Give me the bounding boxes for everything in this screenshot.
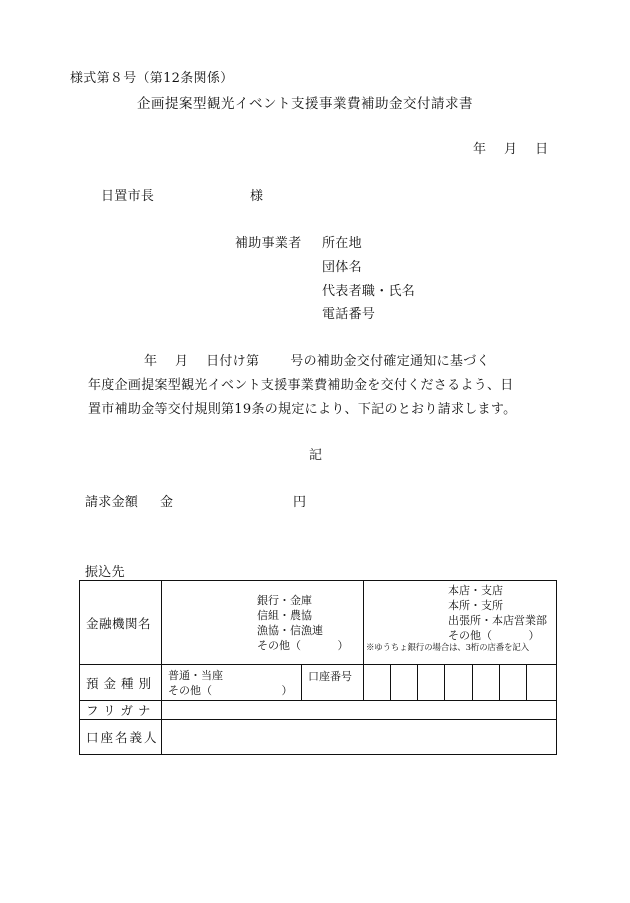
bank-type-option: その他（ ）: [257, 638, 349, 652]
bank-type-option: 漁協・信漁連: [257, 623, 323, 637]
bank-type-option: 信組・農協: [257, 608, 312, 622]
document-title: 企画提案型観光イベント支援事業費補助金交付請求書: [137, 96, 473, 112]
ki-heading: 記: [309, 448, 323, 463]
branch-type-option: 出張所・本店営業部: [448, 614, 547, 627]
amount-prefix: 金: [160, 495, 174, 510]
addressee: 日置市長: [101, 189, 155, 204]
account-digit-box[interactable]: [527, 665, 557, 701]
bank-type-option: 銀行・金庫: [257, 593, 312, 607]
bank-row: [80, 581, 557, 665]
account-holder-field[interactable]: [162, 720, 557, 755]
account-digit-box[interactable]: [473, 665, 500, 701]
addressee-honorific: 様: [250, 189, 264, 204]
deposit-row: [80, 665, 557, 701]
account-digit-box[interactable]: [391, 665, 418, 701]
account-digit-box[interactable]: [500, 665, 527, 701]
form-number: 様式第８号（第12条関係）: [70, 71, 234, 86]
applicant-heading: 補助事業者: [235, 236, 302, 251]
branch-type-option: 本店・支店: [448, 584, 503, 597]
deposit-label: 預金種別: [80, 665, 162, 701]
amount-label: 請求金額: [85, 495, 139, 510]
account-digit-box[interactable]: [418, 665, 445, 701]
body-line-2: 年度企画提案型観光イベント支援事業費補助金を交付くださるよう、日: [88, 378, 514, 393]
deposit-type-option: その他（ ）: [168, 683, 293, 697]
amount-unit: 円: [293, 495, 307, 510]
representative-label: 代表者職・氏名: [322, 284, 416, 299]
body-line-3: 置市補助金等交付規則第19条の規定により、下記のとおり請求します。: [88, 402, 517, 417]
branch-type-option: その他（ ）: [448, 629, 540, 642]
bank-type-cell[interactable]: [162, 581, 364, 665]
account-digit-box[interactable]: [364, 665, 391, 701]
yucho-note: ※ゆうちょ銀行の場合は、3桁の店番を記入: [366, 643, 529, 653]
date-line: 年 月 日: [473, 142, 549, 157]
furigana-row: [80, 701, 557, 720]
bank-account-table: [79, 580, 557, 755]
organization-label: 団体名: [322, 260, 362, 275]
phone-label: 電話番号: [322, 307, 376, 322]
transfer-heading: 振込先: [85, 565, 125, 580]
deposit-type-cell[interactable]: [162, 665, 302, 701]
bank-label: 金融機関名: [80, 581, 162, 665]
account-holder-label: 口座名義人: [80, 720, 162, 755]
holder-row: [80, 720, 557, 755]
furigana-field[interactable]: [162, 701, 557, 720]
branch-type-cell[interactable]: [364, 581, 557, 665]
deposit-type-option: 普通・当座: [168, 668, 223, 682]
account-number-label: 口座番号: [302, 665, 364, 701]
furigana-label: フリガナ: [80, 701, 162, 720]
address-label: 所在地: [322, 236, 362, 251]
body-line-1: 年 月 日付け第 号の補助金交付確定通知に基づく: [144, 354, 490, 369]
account-digit-box[interactable]: [445, 665, 473, 701]
branch-type-option: 本所・支所: [448, 599, 503, 612]
